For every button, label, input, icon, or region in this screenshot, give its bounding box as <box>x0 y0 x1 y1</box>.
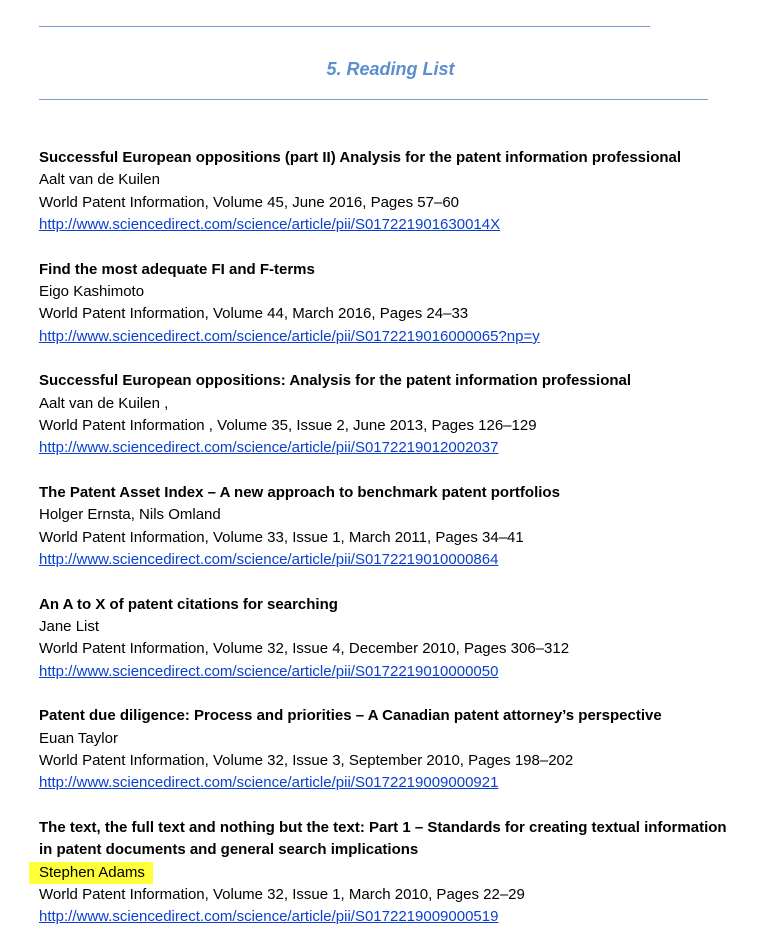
entry-source: World Patent Information , Volume 35, Issue 2, June 2013, Pages 126–129 <box>39 417 537 435</box>
entry-link[interactable]: http://www.sciencedirect.com/science/article/pii/S0172219012002037 <box>39 439 499 457</box>
highlighted-author: Stephen Adams <box>29 862 153 884</box>
entry-link[interactable]: http://www.sciencedirect.com/science/article/pii/S0172219009000921 <box>39 774 499 792</box>
entry-source: World Patent Information, Volume 32, Issue 4, December 2010, Pages 306–312 <box>39 640 570 658</box>
reading-list <box>39 147 759 951</box>
bottom-divider <box>39 99 708 100</box>
entry-title: Patent due diligence: Process and priorities – A Canadian patent attorney’s perspective <box>39 707 662 725</box>
entry-author: Jane List <box>39 617 100 635</box>
entry-author: Aalt van de Kuilen <box>39 171 160 189</box>
entry-source: World Patent Information, Volume 32, Issue 3, September 2010, Pages 198–202 <box>39 751 574 769</box>
entry-link[interactable]: http://www.sciencedirect.com/science/article/pii/S017221901630014X <box>39 216 501 234</box>
entry-title: An A to X of patent citations for searching <box>39 595 338 613</box>
reading-list-entry <box>39 817 759 929</box>
entry-link[interactable]: http://www.sciencedirect.com/science/article/pii/S0172219016000065?np=y <box>39 327 540 345</box>
reading-list-entry <box>39 147 759 237</box>
reading-list-entry <box>39 370 759 460</box>
entry-source: World Patent Information, Volume 44, March 2016, Pages 24–33 <box>39 305 469 323</box>
reading-list-entry <box>39 705 759 795</box>
entry-title: Successful European oppositions: Analysis for the patent information professional <box>39 372 632 390</box>
entry-author: Aalt van de Kuilen , <box>39 394 169 412</box>
entry-link[interactable]: http://www.sciencedirect.com/science/article/pii/S0172219009000519 <box>39 908 499 926</box>
entry-author: Eigo Kashimoto <box>39 283 145 301</box>
entry-source: World Patent Information, Volume 32, Issue 1, March 2010, Pages 22–29 <box>39 885 525 903</box>
entry-source: World Patent Information, Volume 33, Issue 1, March 2011, Pages 34–41 <box>39 528 524 546</box>
entry-title: The text, the full text and nothing but the text: Part 1 – Standards for creating textual information in patent documents and general search implications <box>39 818 727 859</box>
entry-title: Successful European oppositions (part II) Analysis for the patent information professional <box>39 149 682 166</box>
entry-link[interactable]: http://www.sciencedirect.com/science/article/pii/S0172219010000050 <box>39 662 499 680</box>
entry-author: Euan Taylor <box>39 729 118 747</box>
entry-title: Find the most adequate FI and F-terms <box>39 260 315 278</box>
top-divider <box>39 26 650 27</box>
reading-list-entry <box>39 482 759 572</box>
reading-list-entry <box>39 594 759 684</box>
entry-link[interactable]: http://www.sciencedirect.com/science/article/pii/S0172219010000864 <box>39 551 499 569</box>
entry-title: The Patent Asset Index – A new approach to benchmark patent portfolios <box>39 483 560 501</box>
section-heading: 5. Reading List <box>326 59 455 79</box>
entry-author: Holger Ernsta, Nils Omland <box>39 506 221 524</box>
entry-source: World Patent Information, Volume 45, June 2016, Pages 57–60 <box>39 193 459 211</box>
reading-list-entry <box>39 259 759 349</box>
